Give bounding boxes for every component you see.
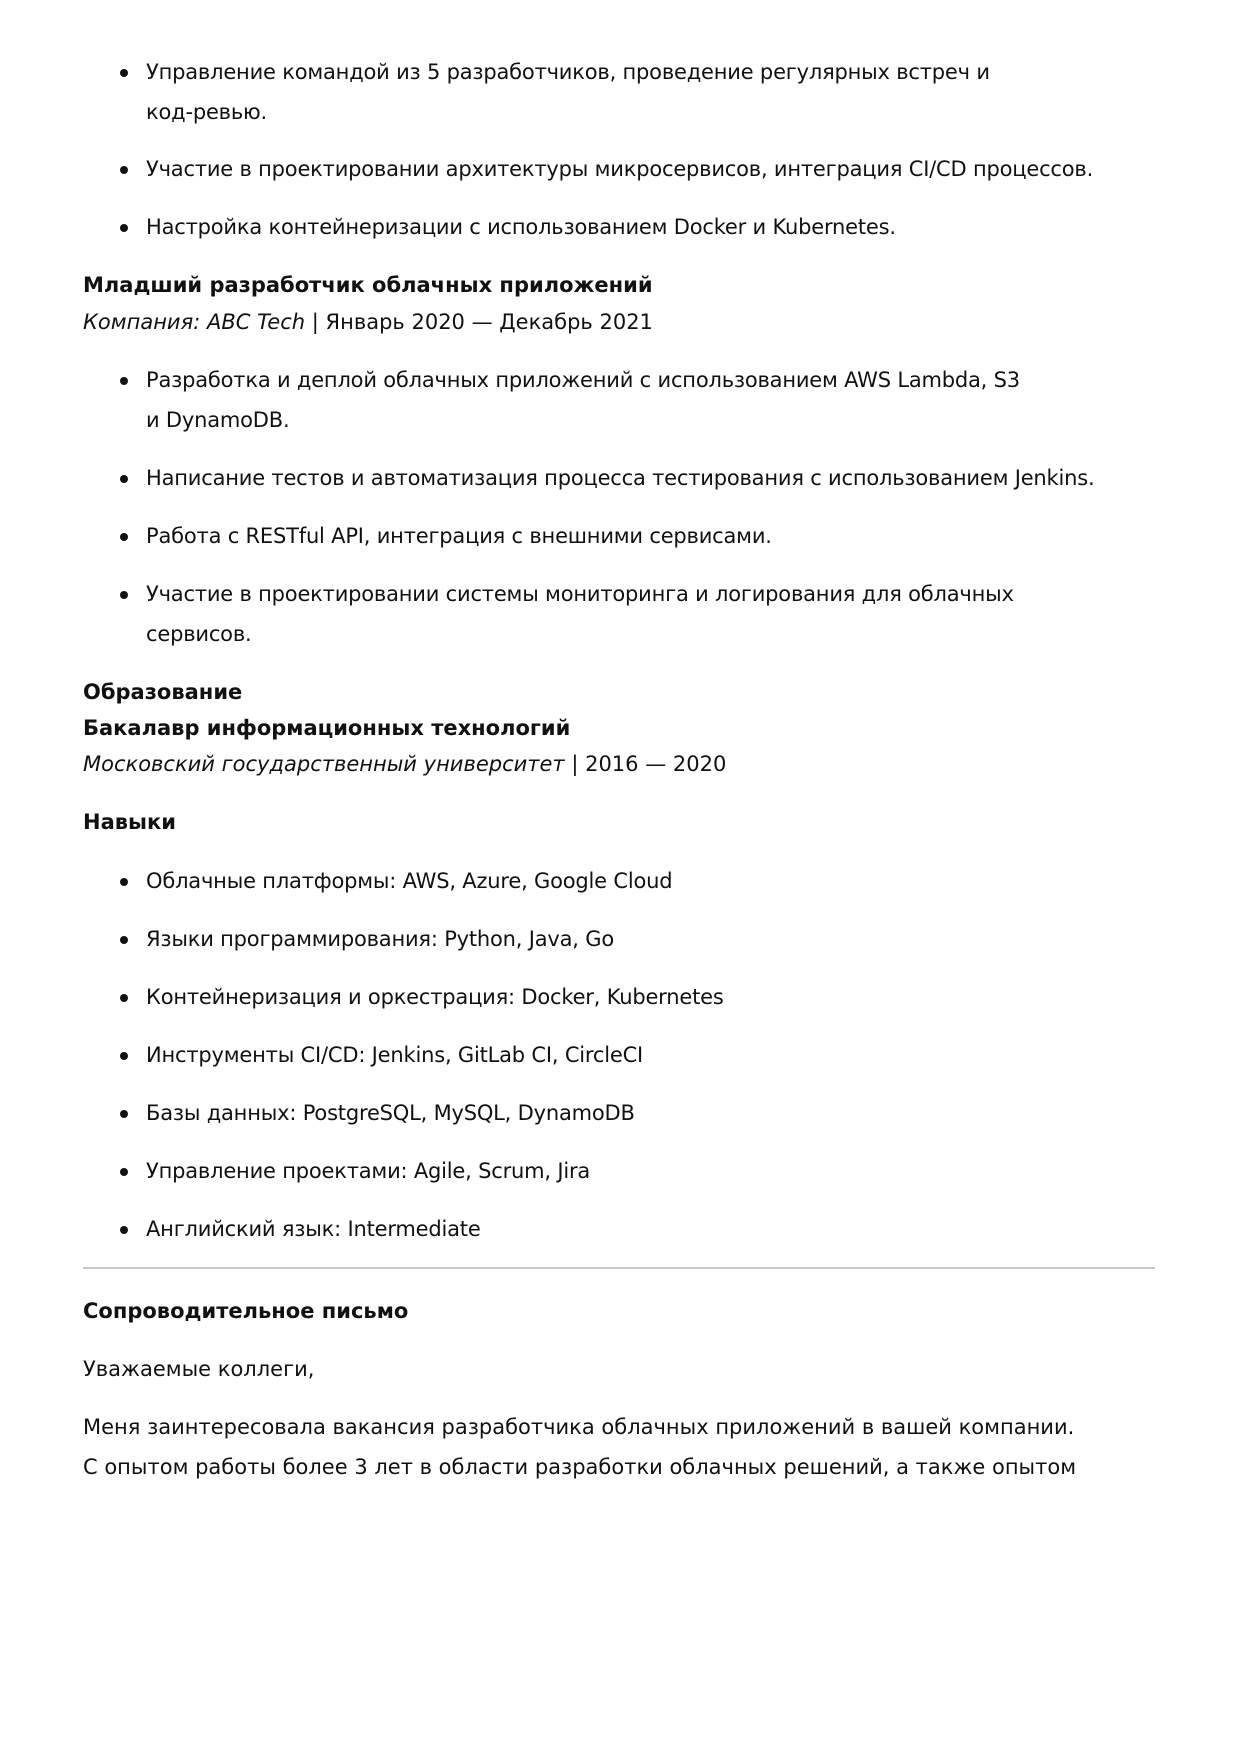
list-item: Участие в проектировании архитектуры микросервисов, интеграция CI/CD процессов. (146, 149, 1155, 189)
junior-job-bullets (83, 360, 1155, 654)
job-period: | Январь 2020 — Декабрь 2021 (305, 310, 653, 334)
list-item: Написание тестов и автоматизация процесса тестирования с использованием Jenkins. (146, 458, 1155, 498)
list-item: Контейнеризация и оркестрация: Docker, Kubernetes (146, 977, 1155, 1017)
job-junior-section (83, 265, 1155, 342)
education-meta (83, 744, 1155, 784)
skills-section (83, 802, 1155, 842)
job-title: Младший разработчик облачных приложений (83, 273, 653, 297)
bullet-icon (120, 533, 128, 541)
list-item: Английский язык: Intermediate (146, 1209, 1155, 1249)
bullet-icon (120, 377, 128, 385)
list-item: Участие в проектировании системы мониторинга и логирования для облачных сервисов. (146, 574, 1046, 654)
list-item: Инструменты CI/CD: Jenkins, GitLab CI, CircleCI (146, 1035, 1155, 1075)
bullet-icon (120, 994, 128, 1002)
bullet-icon (120, 1168, 128, 1176)
section-divider (83, 1267, 1155, 1269)
job-meta (83, 302, 1155, 342)
cover-letter-paragraph: Меня заинтересовала вакансия разработчика облачных приложений в вашей компании. С опытом работы более 3 лет в области разработки облачных решений, а также опытом (83, 1415, 1077, 1479)
bullet-icon (120, 936, 128, 944)
previous-job-bullets (83, 0, 1155, 247)
bullet-icon (120, 166, 128, 174)
bullet-icon (120, 224, 128, 232)
cover-letter-greeting: Уважаемые коллеги, (83, 1357, 315, 1381)
bullet-icon (120, 591, 128, 599)
education-period: | 2016 — 2020 (564, 752, 727, 776)
education-degree: Бакалавр информационных технологий (83, 716, 571, 740)
list-item: Управление проектами: Agile, Scrum, Jira (146, 1151, 1155, 1191)
education-heading: Образование (83, 680, 243, 704)
list-item: Облачные платформы: AWS, Azure, Google Cloud (146, 861, 1155, 901)
list-item: Управление командой из 5 разработчиков, проведение регулярных встреч и код-ревью. (146, 52, 1026, 132)
list-item: Языки программирования: Python, Java, Go (146, 919, 1155, 959)
list-item: Работа с RESTful API, интеграция с внешними сервисами. (146, 516, 1155, 556)
education-section (83, 672, 1155, 784)
bullet-icon (120, 1052, 128, 1060)
bullet-icon (120, 1226, 128, 1234)
job-company: Компания: ABC Tech (83, 310, 306, 334)
list-item: Настройка контейнеризации с использованием Docker и Kubernetes. (146, 207, 1155, 247)
bullet-icon (120, 69, 128, 77)
bullet-icon (120, 1110, 128, 1118)
education-institution: Московский государственный университет (83, 752, 565, 776)
bullet-icon (120, 878, 128, 886)
bullet-icon (120, 475, 128, 483)
list-item: Базы данных: PostgreSQL, MySQL, DynamoDB (146, 1093, 1155, 1133)
cover-letter-section (83, 1291, 1155, 1487)
skills-heading: Навыки (83, 810, 176, 834)
cover-letter-heading: Сопроводительное письмо (83, 1299, 409, 1323)
skills-list (83, 861, 1155, 1249)
list-item: Разработка и деплой облачных приложений с использованием AWS Lambda, S3 и DynamoDB. (146, 360, 1026, 440)
